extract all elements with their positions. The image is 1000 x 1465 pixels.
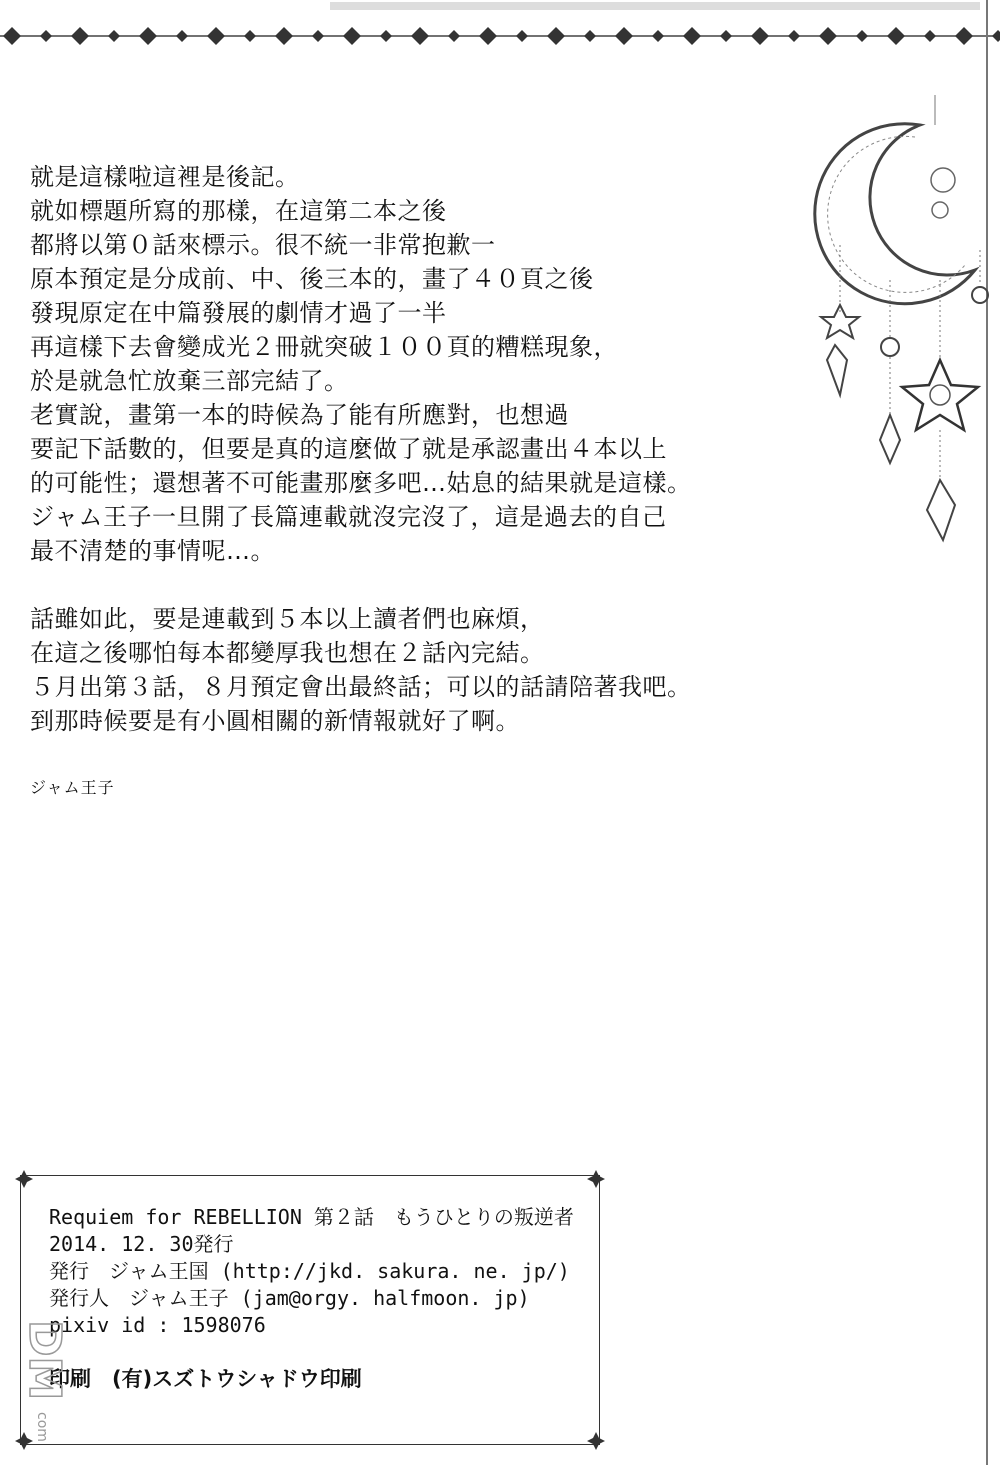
author-signature: ジャム王子 [30, 778, 115, 797]
text-line: 就如標題所寫的那樣，在這第二本之後 [30, 197, 447, 225]
corner-ornament-icon [15, 1170, 33, 1188]
border-ornament-icon [955, 27, 973, 45]
border-ornament-icon [71, 27, 89, 45]
colophon-author: 発行人 ジャム王子 (jam@orgy. halfmoon. jp) [49, 1286, 530, 1310]
colophon-title: Requiem for REBELLION 第２話 もうひとりの叛逆者 [49, 1205, 574, 1229]
border-ornament-icon [312, 30, 324, 42]
watermark-suffix: com [34, 1412, 50, 1442]
border-ornament-icon [584, 30, 596, 42]
border-ornament-icon [516, 30, 528, 42]
border-ornament-icon [275, 27, 293, 45]
text-line: 原本預定是分成前、中、後三本的，畫了４０頁之後 [30, 265, 594, 293]
border-ornament-icon [751, 27, 769, 45]
border-ornament-icon [343, 27, 361, 45]
colophon-pixiv: pixiv id : 1598076 [49, 1313, 266, 1337]
text-line: 於是就急忙放棄三部完結了。 [30, 367, 349, 395]
border-ornament-icon [108, 30, 120, 42]
text-line: 都將以第０話來標示。很不統一非常抱歉一 [30, 231, 496, 259]
corner-ornament-icon [587, 1432, 605, 1450]
border-ornament-icon [3, 27, 21, 45]
colophon-publisher: 発行 ジャム王国 (http://jkd. sakura. ne. jp/) [49, 1259, 570, 1283]
corner-ornament-icon [587, 1170, 605, 1188]
border-ornament-icon [683, 27, 701, 45]
border-ornament-icon [819, 27, 837, 45]
border-ornament-icon [411, 27, 429, 45]
border-ornament-icon [479, 27, 497, 45]
border-ornament-icon [176, 30, 188, 42]
border-ornament-icon [924, 30, 936, 42]
border-ornament-icon [207, 27, 225, 45]
text-line: 到那時候要是有小圓相關的新情報就好了啊。 [30, 707, 520, 735]
border-ornament-icon [547, 27, 565, 45]
text-line: 要記下話數的，但要是真的這麼做了就是承認畫出４本以上 [30, 435, 667, 463]
watermark-text: DM [19, 1320, 70, 1401]
border-ornament-icon [887, 27, 905, 45]
text-line: 話雖如此，要是連載到５本以上讀者們也麻煩， [30, 605, 545, 633]
border-ornament-icon [139, 27, 157, 45]
text-line: 最不清楚的事情呢…。 [30, 537, 275, 565]
border-ornament-icon [40, 30, 52, 42]
text-line: ジャム王子一旦開了長篇連載就沒完沒了，這是過去的自己 [30, 503, 667, 531]
border-ornament-icon [720, 30, 732, 42]
ornamental-top-border [0, 0, 1000, 60]
site-watermark-logo [0, 1300, 70, 1450]
colophon-printer: 印刷 (有)スズトウシャドウ印刷 [49, 1367, 362, 1391]
afterword-paragraph-2 [30, 602, 790, 738]
border-ornament-icon [652, 30, 664, 42]
moon-charm-illustration [815, 95, 1000, 555]
border-ornament-icon [788, 30, 800, 42]
border-ornament-icon [856, 30, 868, 42]
text-line: 就是這樣啦這裡是後記。 [30, 163, 300, 191]
border-ornament-icon [244, 30, 256, 42]
border-ornament-icon [380, 30, 392, 42]
border-ornament-icon [615, 27, 633, 45]
text-line: 老實說，畫第一本的時候為了能有所應對，也想過 [30, 401, 569, 429]
text-line: 發現原定在中篇發展的劇情才過了一半 [30, 299, 447, 327]
colophon-date: 2014. 12. 30発行 [49, 1232, 234, 1256]
text-line: 的可能性；還想著不可能畫那麼多吧…姑息的結果就是這樣。 [30, 469, 692, 497]
afterword-text [30, 160, 790, 738]
text-line: ５月出第３話，８月預定會出最終話；可以的話請陪著我吧。 [30, 673, 692, 701]
border-ornament-icon [448, 30, 460, 42]
text-line: 在這之後哪怕每本都變厚我也想在２話內完結。 [30, 639, 545, 667]
colophon-box [20, 1175, 600, 1445]
afterword-paragraph-1 [30, 160, 790, 568]
text-line: 再這樣下去會變成光２冊就突破１００頁的糟糕現象， [30, 333, 618, 361]
